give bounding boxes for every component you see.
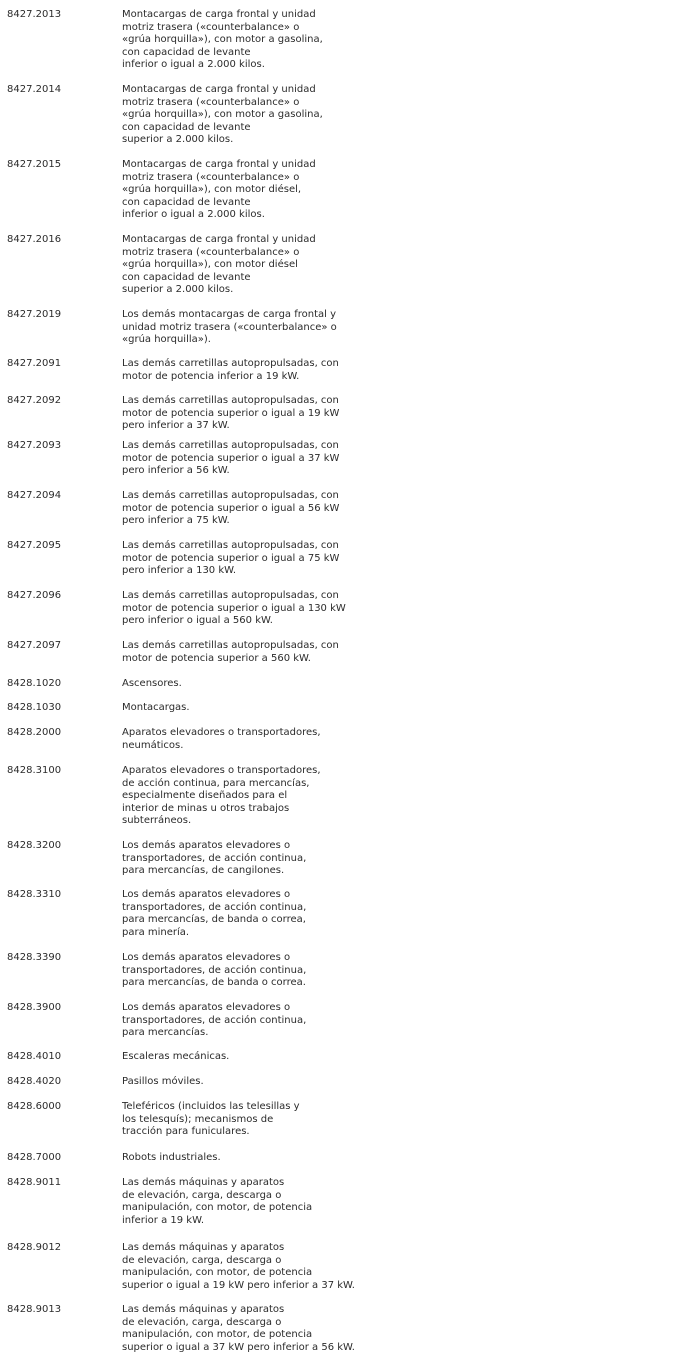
tariff-code: 8428.9011: [7, 1177, 62, 1188]
tariff-description: [122, 1177, 312, 1227]
tariff-description: [122, 765, 321, 828]
description-line: «grúa horquilla»).: [122, 334, 211, 345]
description-line: Las demás carretillas autopropulsadas, con: [122, 358, 339, 369]
tariff-description: [122, 702, 190, 715]
description-line: Montacargas.: [122, 702, 190, 713]
tariff-code: 8427.2019: [7, 309, 62, 320]
description-line: pero inferior a 37 kW.: [122, 420, 230, 431]
tariff-code: 8428.3900: [7, 1002, 62, 1013]
description-line: «grúa horquilla»), con motor diésel: [122, 259, 298, 270]
description-line: para mercancías, de banda o correa,: [122, 914, 306, 925]
tariff-code: 8427.2095: [7, 540, 62, 551]
description-line: superior o igual a 37 kW pero inferior a 56 kW.: [122, 1341, 355, 1353]
description-line: inferior o igual a 2.000 kilos.: [122, 209, 265, 220]
tariff-description: [122, 727, 321, 752]
tariff-description: [122, 540, 339, 578]
description-line: Las demás carretillas autopropulsadas, con: [122, 440, 339, 451]
tariff-code: 8427.2015: [7, 159, 62, 170]
description-line: Los demás aparatos elevadores o: [122, 1002, 291, 1013]
tariff-description: [122, 358, 339, 383]
tariff-description: [122, 1101, 300, 1139]
description-line: para minería.: [122, 926, 190, 938]
description-line: Aparatos elevadores o transportadores,: [122, 765, 321, 776]
tariff-description: [122, 640, 339, 665]
tariff-description: [122, 1242, 355, 1292]
description-line: Los demás montacargas de carga frontal y: [122, 309, 337, 320]
tariff-code: 8427.2097: [7, 640, 62, 651]
description-line: motor de potencia superior o igual a 19 kW: [122, 407, 340, 419]
description-line: con capacidad de levante: [122, 121, 251, 133]
description-line: con capacidad de levante: [122, 271, 251, 283]
description-line: Las demás máquinas y aparatos: [122, 1242, 285, 1253]
tariff-code: 8427.2093: [7, 440, 62, 451]
tariff-code: 8427.2091: [7, 358, 62, 369]
description-line: Teleféricos (incluidos las telesillas y: [122, 1101, 300, 1112]
description-line: de elevación, carga, descarga o: [122, 1189, 282, 1201]
description-line: pero inferior a 130 kW.: [122, 565, 237, 576]
description-line: Las demás carretillas autopropulsadas, con: [122, 590, 339, 601]
tariff-code: 8428.6000: [7, 1101, 62, 1112]
description-line: Los demás aparatos elevadores o: [122, 889, 291, 900]
description-line: Los demás aparatos elevadores o: [122, 952, 291, 963]
description-line: Montacargas de carga frontal y unidad: [122, 9, 316, 20]
description-line: manipulación, con motor, de potencia: [122, 1202, 313, 1213]
description-line: Pasillos móviles.: [122, 1076, 204, 1087]
description-line: pero inferior o igual a 560 kW.: [122, 615, 273, 626]
description-line: transportadores, de acción continua,: [122, 852, 307, 864]
tariff-code: 8428.1030: [7, 702, 62, 713]
description-line: inferior a 19 kW.: [122, 1214, 205, 1226]
description-line: Montacargas de carga frontal y unidad: [122, 234, 316, 245]
tariff-code: 8428.9013: [7, 1304, 62, 1315]
description-line: motor de potencia inferior a 19 kW.: [122, 370, 300, 382]
tariff-code: 8428.3310: [7, 889, 62, 900]
tariff-description: [122, 889, 306, 939]
tariff-code: 8427.2092: [7, 395, 62, 406]
description-line: Las demás carretillas autopropulsadas, con: [122, 640, 339, 651]
tariff-code: 8428.9012: [7, 1242, 62, 1253]
description-line: Las demás carretillas autopropulsadas, con: [122, 540, 339, 551]
description-line: Las demás máquinas y aparatos: [122, 1304, 285, 1315]
description-line: transportadores, de acción continua,: [122, 964, 307, 976]
tariff-code: 8427.2096: [7, 590, 62, 601]
description-line: motor de potencia superior o igual a 75 kW: [122, 552, 340, 564]
description-line: motor de potencia superior a 560 kW.: [122, 652, 311, 664]
tariff-description: [122, 1002, 306, 1040]
description-line: Aparatos elevadores o transportadores,: [122, 727, 321, 738]
tariff-code: 8427.2016: [7, 234, 62, 245]
tariff-description: [122, 490, 339, 528]
description-line: los telesquís); mecanismos de: [122, 1113, 274, 1125]
tariff-description: [122, 1076, 204, 1089]
tariff-code: 8428.1020: [7, 678, 62, 689]
description-line: tracción para funiculares.: [122, 1126, 250, 1137]
description-line: «grúa horquilla»), con motor diésel,: [122, 184, 302, 195]
description-line: para mercancías.: [122, 1027, 209, 1038]
description-line: superior o igual a 19 kW pero inferior a 37 kW.: [122, 1279, 355, 1291]
description-line: para mercancías, de banda o correa.: [122, 977, 306, 988]
description-line: manipulación, con motor, de potencia: [122, 1329, 313, 1340]
description-line: motriz trasera («counterbalance» o: [122, 246, 300, 258]
tariff-description: [122, 309, 337, 347]
description-line: superior a 2.000 kilos.: [122, 284, 234, 295]
description-line: pero inferior a 75 kW.: [122, 515, 230, 526]
tariff-description: [122, 1304, 355, 1354]
tariff-code: 8428.4010: [7, 1051, 62, 1062]
tariff-description: [122, 159, 316, 222]
description-line: Las demás máquinas y aparatos: [122, 1177, 285, 1188]
description-line: interior de minas u otros trabajos: [122, 802, 290, 814]
tariff-description: [122, 1152, 221, 1165]
description-line: Ascensores.: [122, 678, 182, 689]
tariff-description: [122, 1051, 229, 1064]
description-line: transportadores, de acción continua,: [122, 1014, 307, 1026]
description-line: de acción continua, para mercancías,: [122, 777, 310, 789]
description-line: Escaleras mecánicas.: [122, 1051, 230, 1062]
tariff-code: 8428.3200: [7, 840, 62, 851]
description-line: Las demás carretillas autopropulsadas, con: [122, 490, 339, 501]
tariff-description: [122, 440, 339, 478]
description-line: motriz trasera («counterbalance» o: [122, 171, 300, 183]
tariff-description: [122, 840, 306, 878]
description-line: de elevación, carga, descarga o: [122, 1316, 282, 1328]
description-line: unidad motriz trasera («counterbalance» o: [122, 321, 337, 333]
tariff-description: [122, 590, 346, 628]
description-line: pero inferior a 56 kW.: [122, 465, 230, 476]
tariff-code: 8427.2013: [7, 9, 62, 20]
description-line: motor de potencia superior o igual a 37 kW: [122, 452, 340, 464]
description-line: manipulación, con motor, de potencia: [122, 1267, 313, 1278]
description-line: «grúa horquilla»), con motor a gasolina,: [122, 34, 323, 45]
description-line: motor de potencia superior o igual a 130 kW: [122, 602, 346, 614]
tariff-description: [122, 84, 323, 147]
tariff-description: [122, 952, 306, 990]
description-line: Robots industriales.: [122, 1152, 221, 1163]
description-line: Montacargas de carga frontal y unidad: [122, 84, 316, 95]
description-line: neumáticos.: [122, 739, 184, 751]
description-line: Montacargas de carga frontal y unidad: [122, 159, 316, 170]
tariff-code: 8428.4020: [7, 1076, 62, 1087]
description-line: motriz trasera («counterbalance» o: [122, 21, 300, 33]
tariff-code: 8428.3390: [7, 952, 62, 963]
tariff-code: 8427.2094: [7, 490, 62, 501]
description-line: especialmente diseñados para el: [122, 790, 288, 801]
tariff-code: 8428.7000: [7, 1152, 62, 1163]
tariff-description: [122, 395, 339, 433]
description-line: Los demás aparatos elevadores o: [122, 840, 291, 851]
description-line: motor de potencia superior o igual a 56 kW: [122, 502, 340, 514]
description-line: subterráneos.: [122, 815, 192, 826]
description-line: motriz trasera («counterbalance» o: [122, 96, 300, 108]
description-line: superior a 2.000 kilos.: [122, 134, 234, 145]
tariff-code: 8428.3100: [7, 765, 62, 776]
description-line: para mercancías, de cangilones.: [122, 865, 285, 876]
tariff-description: [122, 678, 182, 691]
description-line: con capacidad de levante: [122, 196, 251, 208]
tariff-code: 8428.2000: [7, 727, 62, 738]
description-line: de elevación, carga, descarga o: [122, 1254, 282, 1266]
tariff-description: [122, 9, 323, 72]
description-line: «grúa horquilla»), con motor a gasolina,: [122, 109, 323, 120]
tariff-code: 8427.2014: [7, 84, 62, 95]
description-line: transportadores, de acción continua,: [122, 901, 307, 913]
tariff-description: [122, 234, 316, 297]
description-line: Las demás carretillas autopropulsadas, con: [122, 395, 339, 406]
description-line: inferior o igual a 2.000 kilos.: [122, 59, 265, 70]
description-line: con capacidad de levante: [122, 46, 251, 58]
